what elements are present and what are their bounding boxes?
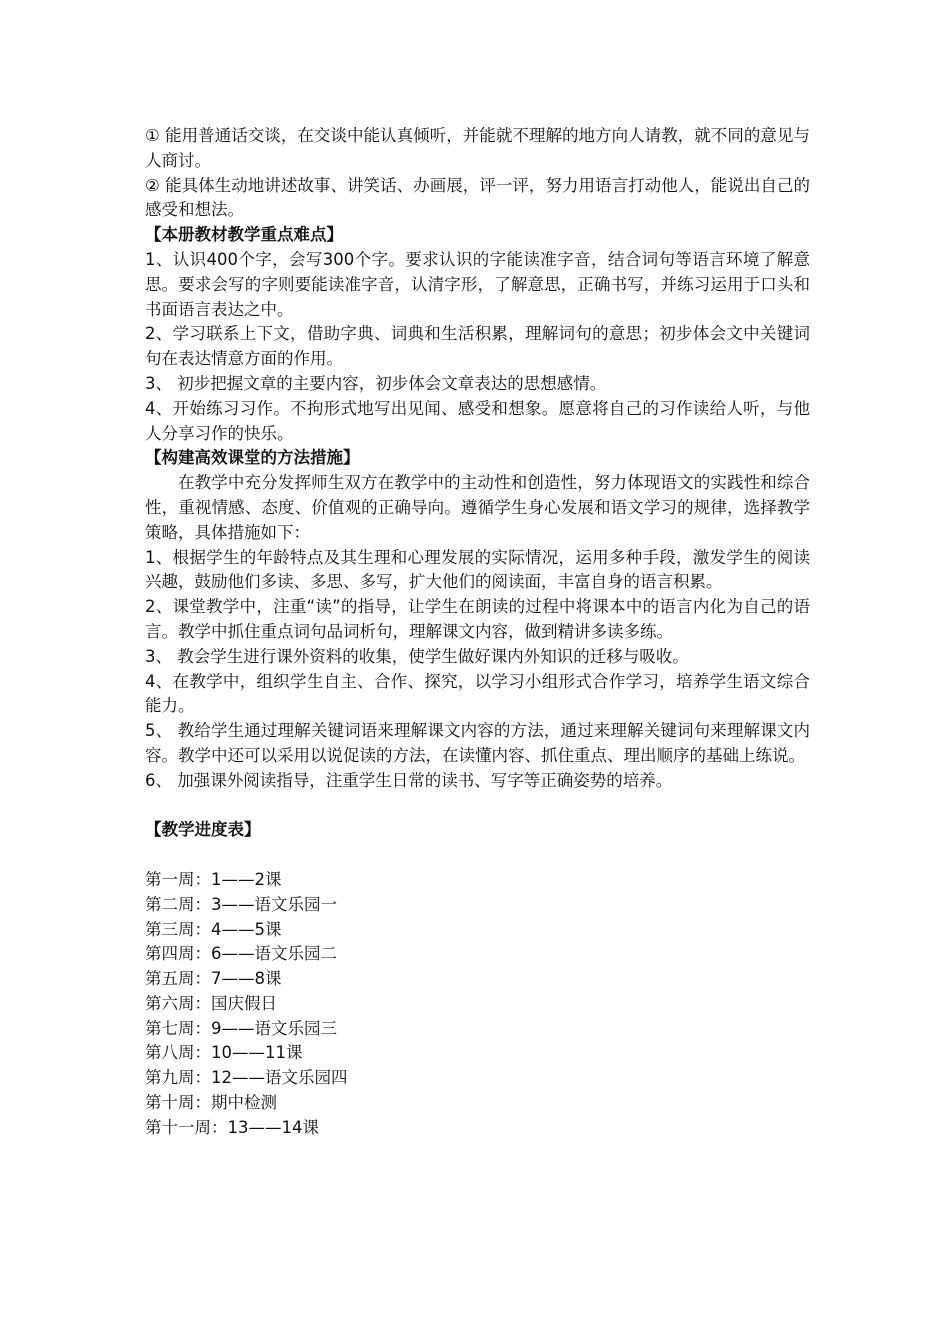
methods-heading: 【构建高效课堂的方法措施】 — [145, 448, 360, 468]
method-item-5: 5、 教给学生通过理解关键词语来理解课文内容的方法，通过来理解关键词句来理解课文内容。教学中还可以采用以说促读的方法，在读懂内容、抓住重点、理出顺序的基础上练说。 — [145, 721, 810, 765]
method-item-3: 3、 教会学生进行课外资料的收集，使学生做好课内外知识的迁移与吸收。 — [145, 646, 689, 666]
schedule-week-6: 第六周：国庆假日 — [145, 993, 277, 1013]
schedule-week-9: 第九周：12——语文乐园四 — [145, 1068, 348, 1088]
method-item-6: 6、 加强课外阅读指导，注重学生日常的读书、写字等正确姿势的培养。 — [145, 770, 673, 790]
key-point-item-1: 1、认识400个字，会写300个字。要求认识的字能读准字音，结合词句等语言环境了解意思。要求会写的字则要能读准字音，认清字形，了解意思，正确书写，并练习运用于口头和书面语言表达之中。 — [145, 249, 810, 319]
oral-item-1: ① 能用普通话交谈，在交谈中能认真倾听，并能就不理解的地方向人请教，就不同的意见与人商讨。 — [145, 126, 810, 170]
oral-section — [145, 124, 810, 223]
oral-item-2: ② 能具体生动地讲述故事、讲笑话、办画展，评一评，努力用语言打动他人，能说出自己的感受和想法。 — [145, 175, 810, 220]
method-item-4: 4、在教学中，组织学生自主、合作、探究，以学习小组形式合作学习，培养学生语文综合能力。 — [145, 671, 810, 716]
key-points-heading: 【本册教材教学重点难点】 — [145, 225, 343, 245]
document-page — [145, 124, 810, 1141]
schedule-week-8: 第八周：10——11课 — [145, 1043, 303, 1063]
key-point-item-2: 2、学习联系上下文，借助字典、词典和生活积累，理解词句的意思；初步体会文中关键词句在表达情意方面的作用。 — [145, 324, 810, 369]
schedule-week-4: 第四周：6——语文乐园二 — [145, 944, 337, 964]
schedule-week-3: 第三周：4——5课 — [145, 919, 282, 939]
methods-intro: 在教学中充分发挥师生双方在教学中的主动性和创造性，努力体现语文的实践性和综合性，重视情感、态度、价值观的正确导向。遵循学生身心发展和语文学习的规律，选择教学策略，具体措施如下： — [145, 473, 810, 542]
methods-section — [145, 446, 810, 793]
spacer — [145, 843, 810, 868]
spacer — [145, 794, 810, 819]
schedule-section — [145, 818, 810, 1140]
schedule-week-7: 第七周：9——语文乐园三 — [145, 1018, 337, 1038]
schedule-week-11: 第十一周：13——14课 — [145, 1117, 319, 1137]
schedule-heading: 【教学进度表】 — [145, 820, 261, 840]
schedule-week-5: 第五周：7——8课 — [145, 969, 282, 989]
schedule-week-1: 第一周：1——2课 — [145, 869, 282, 889]
key-point-item-3: 3、 初步把握文章的主要内容，初步体会文章表达的思想感情。 — [145, 373, 607, 393]
method-item-2: 2、课堂教学中，注重“读”的指导，让学生在朗读的过程中将课本中的语言内化为自己的语言。教学中抓住重点词句品词析句，理解课文内容，做到精讲多读多练。 — [145, 597, 810, 641]
schedule-week-10: 第十周：期中检测 — [145, 1093, 277, 1113]
schedule-week-2: 第二周：3——语文乐园一 — [145, 894, 337, 914]
method-item-1: 1、根据学生的年龄特点及其生理和心理发展的实际情况，运用多种手段，激发学生的阅读兴趣，鼓励他们多读、多思、多写，扩大他们的阅读面，丰富自身的语言积累。 — [145, 547, 810, 592]
key-point-item-4: 4、开始练习习作。不拘形式地写出见闻、感受和想象。愿意将自己的习作读给人听，与他人分享习作的快乐。 — [145, 398, 810, 443]
key-points-section — [145, 223, 810, 446]
